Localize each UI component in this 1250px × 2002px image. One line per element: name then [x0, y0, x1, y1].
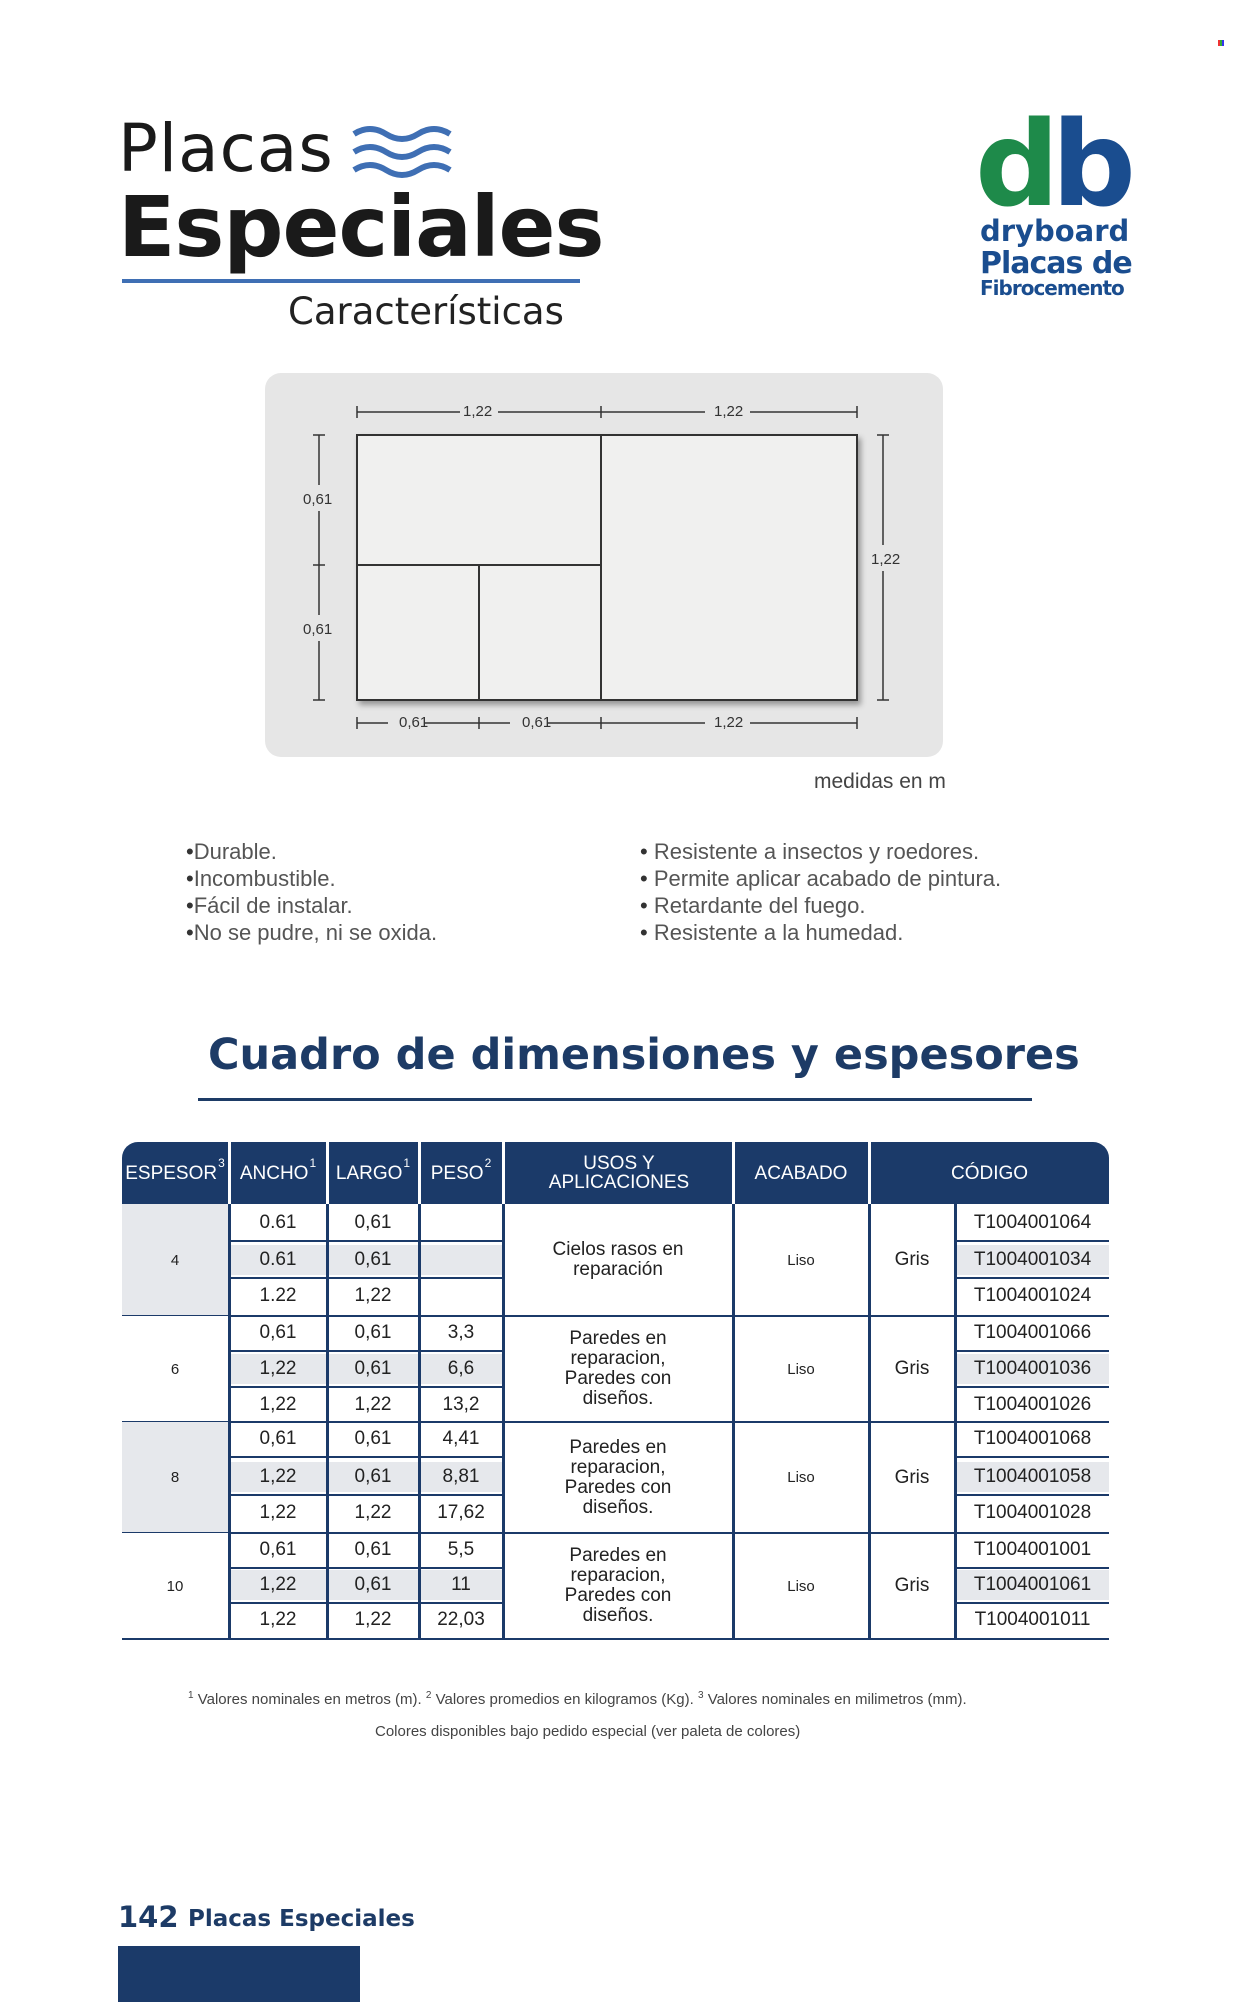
cell-codigo: T1004001001: [973, 1539, 1092, 1560]
row-divider: [230, 1240, 502, 1242]
page-number: 142: [118, 1900, 179, 1934]
logo-sub2: Fibrocemento: [980, 276, 1124, 300]
cell-ancho: 1,22: [259, 1358, 297, 1379]
cell-largo: 0,61: [354, 1212, 392, 1233]
logo-sub1: Placas de: [980, 246, 1132, 281]
cell-largo: 0,61: [354, 1428, 392, 1449]
cell-acabado: Liso: [787, 1577, 815, 1595]
dim-bottom-3: 1,22: [714, 714, 744, 731]
header-acabado: ACABADO: [754, 1162, 848, 1184]
cell-peso: 11: [451, 1574, 471, 1595]
features-left: [186, 838, 437, 946]
cell-codigo: T1004001028: [973, 1502, 1092, 1523]
cell-codigo: T1004001036: [973, 1358, 1092, 1379]
cell-largo: 0,61: [354, 1539, 392, 1560]
cell-largo: 1,22: [354, 1609, 392, 1630]
cell-peso: 3,3: [447, 1322, 475, 1343]
feature-item: • Incombustible.: [186, 865, 437, 892]
cell-peso: 17,62: [437, 1502, 485, 1523]
dim-left-2: 0,61: [303, 621, 333, 638]
logo-mark-b: b: [1051, 95, 1128, 233]
cell-largo: 0,61: [354, 1322, 392, 1343]
logo-mark-d: d: [975, 95, 1052, 233]
cell-codigo: T1004001034: [973, 1249, 1092, 1270]
cell-color: Gris: [894, 1466, 930, 1488]
feature-item: • Retardante del fuego.: [640, 892, 1001, 919]
cell-ancho: 0,61: [259, 1322, 297, 1343]
cell-ancho: 1,22: [259, 1502, 297, 1523]
cell-codigo: T1004001026: [973, 1394, 1092, 1415]
cell-ancho: 1,22: [259, 1609, 297, 1630]
feature-item: • No se pudre, ni se oxida.: [186, 919, 437, 946]
cell-largo: 1,22: [354, 1285, 392, 1306]
cell-codigo: T1004001066: [973, 1322, 1092, 1343]
cell-peso: 8,81: [442, 1466, 480, 1487]
dim-top-1: 1,22: [463, 403, 493, 420]
column-divider: [868, 1204, 871, 1639]
cell-acabado: Liso: [787, 1469, 815, 1486]
title-line1: Placas: [118, 110, 334, 187]
page-section-name: Placas Especiales: [188, 1906, 415, 1932]
feature-item: • Fácil de instalar.: [186, 892, 437, 919]
column-divider: [228, 1204, 231, 1639]
cell-codigo: T1004001011: [974, 1609, 1091, 1630]
cell-acabado: Liso: [787, 1360, 815, 1378]
cell-usos: Paredes en reparacion, Paredes con diseños.: [564, 1436, 672, 1518]
header-peso: PESO $^2$: [430, 1155, 492, 1184]
column-divider: [326, 1204, 329, 1639]
cell-ancho: 0.61: [259, 1212, 297, 1233]
cell-codigo: T1004001061: [973, 1574, 1092, 1595]
dim-left-1: 0,61: [303, 491, 333, 508]
cell-peso: 5,5: [447, 1539, 475, 1560]
dim-right: 1,22: [871, 551, 901, 568]
header-sep: [732, 1142, 735, 1204]
logo-name: dryboard: [980, 214, 1130, 248]
cell-peso: [420, 1279, 502, 1313]
row-divider: [956, 1240, 1109, 1242]
header-sep: [418, 1142, 421, 1204]
dim-bottom-2: 0,61: [522, 714, 552, 731]
waves-icon: [350, 122, 456, 186]
cell-largo: 0,61: [354, 1466, 392, 1487]
cell-espesor: 10: [166, 1577, 184, 1595]
board-diagram: [265, 373, 943, 757]
column-divider: [502, 1204, 505, 1639]
board-diagram-svg: [265, 373, 943, 757]
cell-peso: [420, 1243, 502, 1277]
cell-largo: 1,22: [354, 1502, 392, 1523]
title-rule: [122, 279, 580, 283]
cell-codigo: T1004001068: [973, 1428, 1092, 1449]
cell-largo: 0,61: [354, 1574, 392, 1595]
feature-item: • Resistente a la humedad.: [640, 919, 1001, 946]
cell-usos: Paredes en reparacion, Paredes con diseños.: [564, 1328, 672, 1409]
column-divider: [418, 1204, 421, 1639]
header-espesor: ESPESOR $^3$: [125, 1155, 225, 1184]
footnote-colors: Colores disponibles bajo pedido especial (ver paleta de colores): [375, 1723, 801, 1740]
row-divider: [956, 1456, 1109, 1458]
cell-ancho: 0,61: [259, 1428, 297, 1449]
unit-note: medidas en m: [814, 770, 946, 793]
cell-espesor: 4: [170, 1251, 180, 1269]
header-sep: [868, 1142, 871, 1204]
column-divider: [732, 1204, 735, 1639]
cell-peso: 22,03: [437, 1609, 485, 1630]
header-sep: [228, 1142, 231, 1204]
cell-largo: 0,61: [354, 1358, 392, 1379]
footer-bar: [118, 1946, 360, 2002]
feature-item: • Permite aplicar acabado de pintura.: [640, 865, 1001, 892]
cell-ancho: 1,22: [259, 1394, 297, 1415]
cell-color: Gris: [894, 1249, 930, 1270]
cell-espesor: 8: [170, 1469, 180, 1486]
cell-color: Gris: [894, 1575, 930, 1596]
feature-item: • Resistente a insectos y roedores.: [640, 838, 1001, 865]
cell-codigo: T1004001058: [973, 1466, 1092, 1487]
header-sep: [502, 1142, 505, 1204]
cell-codigo: T1004001024: [973, 1285, 1092, 1306]
cell-ancho: 1,22: [259, 1574, 297, 1595]
column-divider: [954, 1204, 957, 1639]
dim-top-2: 1,22: [714, 403, 744, 420]
group-divider: [122, 1638, 1109, 1640]
row-divider: [230, 1456, 502, 1458]
cell-ancho: 0,61: [259, 1539, 297, 1560]
cell-largo: 0,61: [354, 1249, 392, 1270]
header-ancho: ANCHO $^1$: [239, 1155, 317, 1184]
cell-usos: Paredes en reparacion, Paredes con diseños.: [564, 1545, 672, 1626]
cell-largo: 1,22: [354, 1394, 392, 1415]
cell-codigo: T1004001064: [973, 1212, 1092, 1233]
table-title: Cuadro de dimensiones y espesores: [208, 1030, 1080, 1080]
features-right: [640, 838, 1001, 946]
cell-peso: 6,6: [447, 1358, 475, 1379]
footnote-units: $^1$ Valores nominales en metros (m). $^2$ Valores promedios en kilogramos (Kg). $^3$ Valores nominales en milimetros (mm).: [188, 1690, 967, 1708]
cell-ancho: 0.61: [259, 1249, 297, 1270]
subtitle: Características: [288, 290, 564, 333]
corner-mark: [1218, 40, 1224, 46]
cell-ancho: 1.22: [259, 1285, 297, 1306]
cell-peso: 13,2: [442, 1394, 480, 1415]
header-sep: [326, 1142, 329, 1204]
cell-ancho: 1,22: [259, 1466, 297, 1487]
cell-color: Gris: [894, 1358, 930, 1379]
cell-peso: [420, 1206, 502, 1240]
header-largo: LARGO $^1$: [335, 1155, 411, 1184]
table-title-rule: [198, 1098, 1032, 1101]
cell-peso: 4,41: [442, 1428, 480, 1449]
header-usos: USOS Y APLICACIONES: [548, 1153, 690, 1193]
feature-item: • Durable.: [186, 838, 437, 865]
dim-bottom-1: 0,61: [399, 714, 429, 731]
header-codigo: CÓDIGO: [950, 1162, 1029, 1184]
cell-acabado: Liso: [787, 1251, 815, 1269]
cell-espesor: 6: [170, 1360, 180, 1378]
cell-usos: Cielos rasos en reparación: [552, 1239, 684, 1280]
title-line2: Especiales: [118, 178, 604, 276]
